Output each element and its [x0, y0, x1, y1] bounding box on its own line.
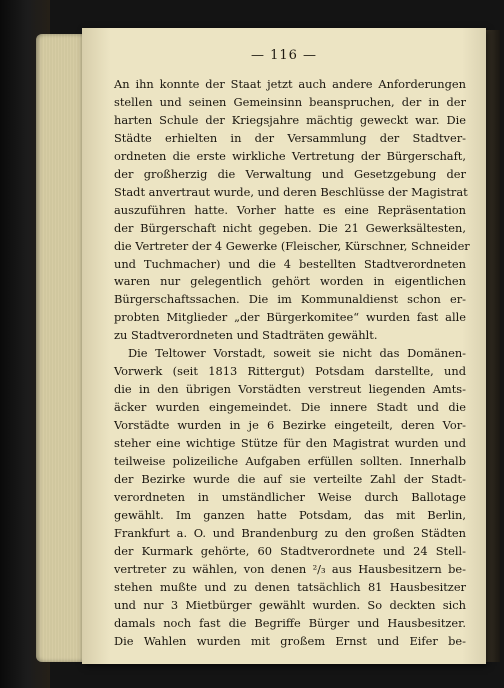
text-line: Frankfurt a. O. und Brandenburg zu den großen Städten — [114, 525, 466, 540]
text-line: der Kurmark gehörte, 60 Stadtverordnete und 24 Stell- — [114, 543, 466, 558]
text-line: stellen und seinen Gemeinsinn beanspruchen, der in der — [114, 94, 466, 109]
text-line: der Bürgerschaft nicht gegeben. Die 21 Gewerksältesten, — [114, 220, 466, 235]
text-line: probten Mitglieder „der Bürgerkomitee“ wurden fast alle — [114, 310, 466, 325]
text-line: gewählt. Im ganzen hatte Potsdam, das mit Berlin, — [114, 507, 466, 522]
text-line: auszuführen hatte. Vorher hatte es eine Repräsentation — [114, 202, 466, 217]
text-line: die in den übrigen Vorstädten verstreut liegenden Amts- — [114, 382, 466, 397]
text-line: Städte erhielten in der Versammlung der Stadtver- — [114, 130, 466, 145]
text-line: steher eine wichtige Stütze für den Magistrat wurden und — [114, 436, 466, 451]
page-number: — 116 — — [250, 48, 318, 63]
text-line: Die Wahlen wurden mit großem Ernst und Eifer be- — [114, 633, 466, 648]
text-line: der Bezirke wurde die auf sie verteilte Zahl der Stadt- — [114, 471, 466, 486]
page-edges — [36, 34, 84, 662]
text-line: Vorstädte wurden in je 6 Bezirke eingeteilt, deren Vor- — [114, 418, 466, 433]
text-line: Bürgerschaftssachen. Die im Kommunaldienst schon er- — [114, 292, 466, 307]
text-line: Stadt anvertraut wurde, und deren Beschlüsse der Magistrat — [114, 184, 468, 199]
text-line: vertreter zu wählen, von denen ²/₃ aus Hausbesitzern be- — [114, 561, 466, 576]
text-line: teilweise polizeiliche Aufgaben erfüllen sollten. Innerhalb — [114, 454, 466, 469]
text-line: die Vertreter der 4 Gewerke (Fleischer, Kürschner, Schneider — [114, 238, 470, 253]
text-line: verordneten in umständlicher Weise durch Ballotage — [114, 489, 466, 504]
text-line: Vorwerk (seit 1813 Rittergut) Potsdam darstellte, und — [114, 364, 466, 379]
text-line: Die Teltower Vorstadt, soweit sie nicht das Domänen- — [128, 346, 466, 361]
text-line: damals noch fast die Begriffe Bürger und Hausbesitzer. — [114, 615, 466, 630]
text-line: stehen mußte und zu denen tatsächlich 81 Hausbesitzer — [114, 579, 466, 594]
text-line: und nur 3 Mietbürger gewählt wurden. So deckten sich — [114, 597, 466, 612]
text-line: waren nur gelegentlich gehört worden in eigentlichen — [114, 274, 466, 289]
text-line: An ihn konnte der Staat jetzt auch andere Anforderungen — [114, 77, 466, 91]
book-page — [82, 28, 486, 664]
text-line: und Tuchmacher) und die 4 bestellten Stadtverordneten — [114, 256, 466, 271]
text-line: der großherzig die Verwaltung und Gesetzgebung der — [114, 166, 466, 181]
text-line: zu Stadtverordneten und Stadträten gewählt. — [114, 328, 378, 343]
text-line: ordneten die erste wirkliche Vertretung der Bürgerschaft, — [114, 148, 466, 163]
text-line: harten Schule der Kriegsjahre mächtig geweckt war. Die — [114, 112, 466, 127]
book-right-edge — [486, 30, 500, 662]
text-line: äcker wurden eingemeindet. Die innere Stadt und die — [114, 400, 466, 415]
page-body-text — [114, 76, 470, 651]
